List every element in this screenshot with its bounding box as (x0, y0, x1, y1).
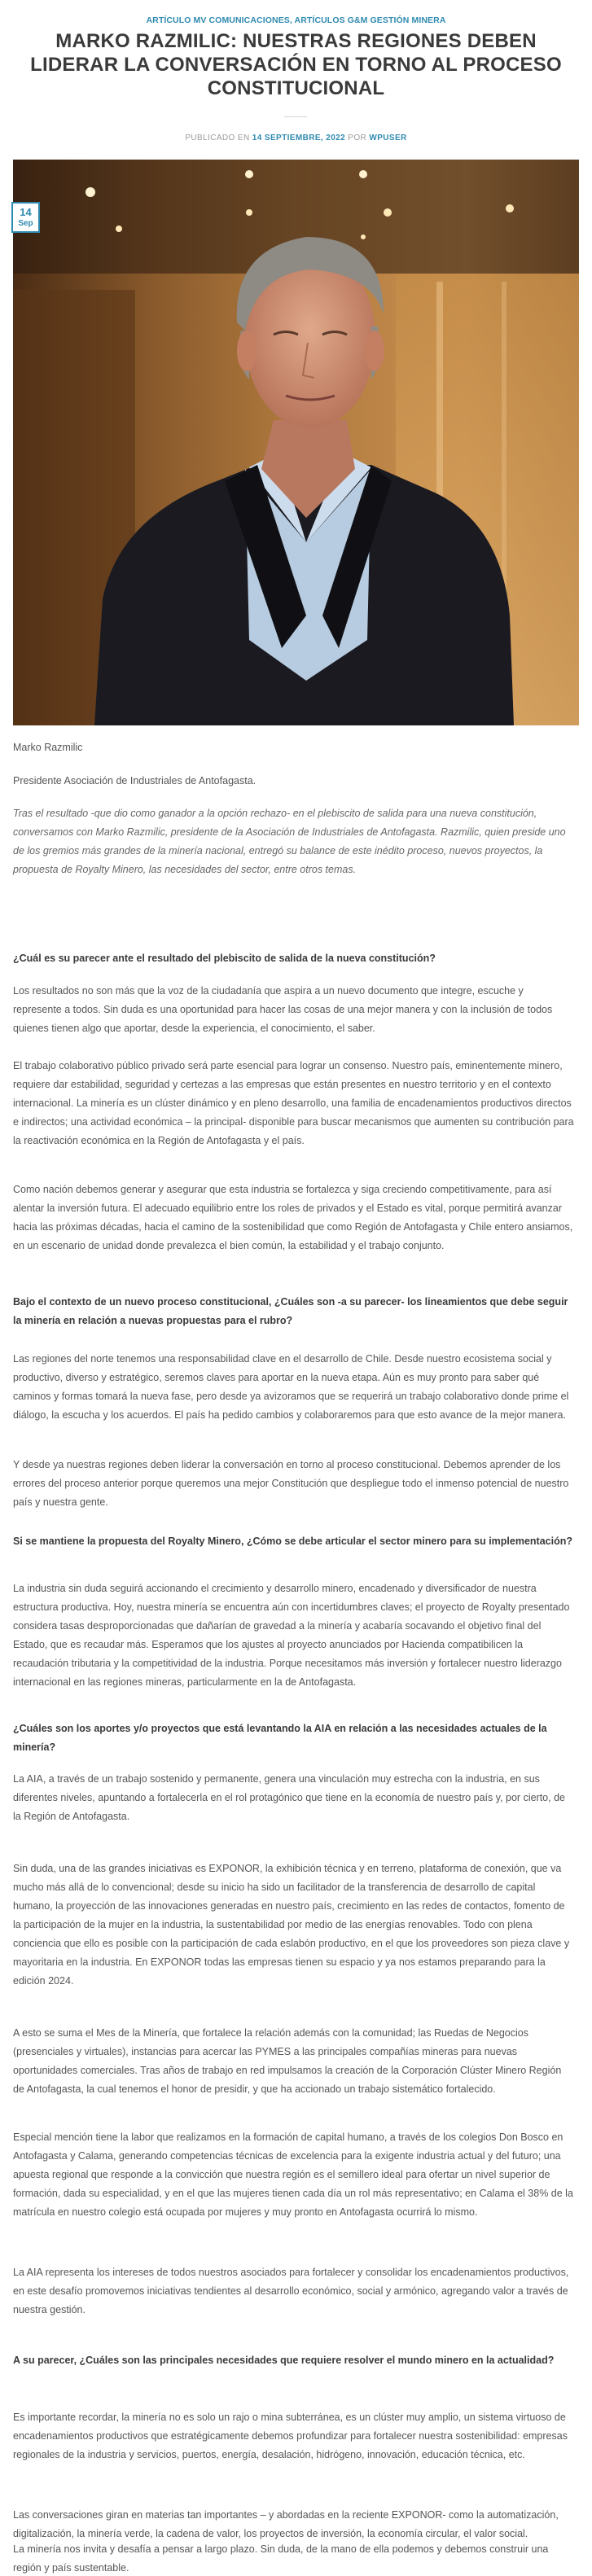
question-4: ¿Cuáles son los aportes y/o proyectos que está levantando la AIA en relación a las necesidades actuales de la minería? (13, 1723, 547, 1753)
answer-paragraph: Los resultados no son más que la voz de la ciudadanía que aspira a un nuevo documento que integre, escuche y represente a todos. Sin duda es una oportunidad para hacer las cosas de una mejor manera y con la inclusión de todos quienes tienen algo que aportar, desde la experiencia, el conocimiento, el saber. (13, 985, 553, 1034)
meta-by: POR (348, 134, 367, 142)
answer-paragraph: Las conversaciones giran en materias tan importantes – y abordadas en la reciente EXPONOR- como la automatización, digitalización, la minería verde, la cadena de valor, los proyectos de inversión, la economía circular, el valor social. (13, 2509, 559, 2539)
answer-paragraph: El trabajo colaborativo público privado será parte esencial para lograr un consenso. Nuestro país, eminentemente minero, requiere dar estabilidad, seguridad y certezas a las empresas que están presentes en nuestro territorio y en el contexto internacional. La minería es un clúster dinámico y en pleno desarrollo, una familia de encadenamientos productivos directos e indirectos; una actividad económica – la principal- disponible para buscar mecanismos que aumenten su contribución para la reactivación económica en la Región de Antofagasta y el país. (13, 1060, 574, 1146)
intro-paragraph: Tras el resultado -que dio como ganador a la opción rechazo- en el plebiscito de salida para una nueva constitución, conversamos con Marko Razmilic, presidente de la Asociación de Industriales de Antofagasta. Razmilic, quien preside uno de los gremios más grandes de la minería nacional, entregó su balance de este inédito proceso, nuevos proyectos, la propuesta de Royalty Minero, las necesidades del sector, entre otros temas. (13, 808, 566, 875)
question-5: A su parecer, ¿Cuáles son las principales necesidades que requiere resolver el mundo minero en la actualidad? (13, 2355, 555, 2366)
interviewee-name: Marko Razmilic (13, 742, 83, 753)
answer-paragraph: A esto se suma el Mes de la Minería, que fortalece la relación además con la comunidad; las Ruedas de Negocios (presenciales y virtuales), instancias para acercar las PYMES a las principales compañías mineras para nuevas oportunidades comerciales. Tras años de trabajo en red impulsamos la creación de la Corporación Clúster Minero Región de Antofagasta, la cual tenemos el honor de presidir, y que ha accionado un trabajo sistemático fortalecido. (13, 2027, 562, 2095)
badge-day: 14 (20, 206, 32, 218)
post-author-link[interactable]: WPUSER (369, 134, 407, 142)
badge-month: Sep (18, 219, 33, 228)
post-meta (0, 134, 592, 142)
answer-paragraph: La AIA representa los intereses de todos nuestros asociados para fortalecer y consolidar los encadenamientos productivos, en este desafío promovemos iniciativas tendientes al desarrollo económico, social y armónico, agregando valor a través de nuestra gestión. (13, 2267, 569, 2315)
title-divider (284, 116, 307, 117)
question-1: ¿Cuál es su parecer ante el resultado del plebiscito de salida de la nueva constitución? (13, 953, 436, 964)
answer-paragraph: Es importante recordar, la minería no es solo un rajo o mina subterránea, es un clúster muy amplio, un sistema virtuoso de encadenamientos productivos que estratégicamente debemos profundizar para fortalecer nuestra sostenibilidad: empresas regionales de la industria y servicios, puertos, energía, desalación, hidrógeno, innovación, educación técnica, etc. (13, 2412, 568, 2460)
question-3: Si se mantiene la propuesta del Royalty Minero, ¿Cómo se debe articular el sector minero para su implementación? (13, 1536, 572, 1547)
answer-paragraph: La minería nos invita y desafía a pensar a largo plazo. Sin duda, de la mano de ella podemos y debemos construir una región y país sustentable. (13, 2543, 549, 2574)
date-badge (11, 202, 40, 233)
post-date-link[interactable]: 14 SEPTIEMBRE, 2022 (252, 134, 346, 142)
interviewee-role: Presidente Asociación de Industriales de Antofagasta. (13, 775, 257, 786)
answer-paragraph: Como nación debemos generar y asegurar que esta industria se fortalezca y siga creciendo competitivamente, para así alentar la inversión futura. El adecuado equilibrio entre los roles de privados y el Estado es vital, porque permitirá avanzar hacia las próximas décadas, hacia el camino de la sostenibilidad que como Región de Antofagasta y Chile entero ansiamos, en un escenario de unidad donde prevalezca el bien común, la estabilidad y el trabajo conjunto. (13, 1184, 573, 1251)
post-title: MARKO RAZMILIC: NUESTRAS REGIONES DEBEN LIDERAR LA CONVERSACIÓN EN TORNO AL PROCESO CONSTITUCIONAL (30, 30, 562, 99)
portrait-photo (13, 160, 579, 725)
featured-image (13, 160, 579, 725)
post-categories[interactable]: ARTÍCULO MV COMUNICACIONES, ARTÍCULOS G&M GESTIÓN MINERA (146, 15, 446, 25)
answer-paragraph: Y desde ya nuestras regiones deben liderar la conversación en torno al proceso constitucional. Debemos aprender de los errores del proceso anterior porque queremos una mejor Constitución que despliegue todo el inmenso potencial de nuestro país y nuestra gente. (13, 1459, 569, 1508)
answer-paragraph: Las regiones del norte tenemos una responsabilidad clave en el desarrollo de Chile. Desde nuestro ecosistema social y productivo, diverso y estratégico, seremos claves para aportar en la nueva etapa. Aún es muy pronto para saber qué caminos y formas tomará la nueva fase, pero desde ya avizoramos que se requerirá un trabajo colaborativo donde prime el diálogo, la escucha y los acuerdos. El país ha pedido cambios y colaboraremos para que esto avance de la mejor manera. (13, 1353, 569, 1421)
answer-paragraph: Especial mención tiene la labor que realizamos en la formación de capital humano, a través de los colegios Don Bosco en Antofagasta y Calama, generando competencias técnicas de excelencia para la exigente industria actual y del futuro; una apuesta regional que responde a la convicción que nuestra región es el semillero ideal para ofertar un nivel superior de formación, dada su especialidad, y en el que las mujeres tienen cada día un rol más representativo; en Calama el 38% de la matrícula en nuestro colegio está ocupada por mujeres y muy pronto en Antofagasta ocurrirá lo mismo. (13, 2131, 573, 2218)
question-2: Bajo el contexto de un nuevo proceso constitucional, ¿Cuáles son -a su parecer- los lineamientos que debe seguir la minería en relación a nuevas propuestas para el rubro? (13, 1296, 568, 1326)
answer-paragraph: La AIA, a través de un trabajo sostenido y permanente, genera una vinculación muy estrecha con la industria, en sus diferentes niveles, apuntando a fortalecerla en el rol protagónico que tiene en la economía de nuestro país y, por cierto, de la Región de Antofagasta. (13, 1773, 565, 1822)
answer-paragraph: La industria sin duda seguirá accionando el crecimiento y desarrollo minero, encadenado y diversificador de nuestra estructura productiva. Hoy, nuestra minería se encuentra aún con incertidumbres claves; el proyecto de Royalty presentado considera tasas desproporcionadas que dañarían de gravedad a la minería y acabaría socavando el objetivo final del Estado, que es recaudar más. Esperamos que los ajustes al proyecto anunciados por Hacienda compatibilicen la recaudación tributaria y la competitividad de la industria. Porque necesitamos más inversión y fortalecer nuestro liderazgo internacional en las regiones mineras, particularmente en la de Antofagasta. (13, 1583, 570, 1688)
answer-paragraph: Sin duda, una de las grandes iniciativas es EXPONOR, la exhibición técnica y en terreno, plataforma de conexión, que va mucho más allá de lo convencional; desde su inicio ha sido un facilitador de la transferencia de desarrollo de capital humano, la proyección de las innovaciones generadas en nuestro país, crecimiento en las redes de contactos, fomento de la participación de la mujer en la industria, la sustentabilidad por medio de las energías renovables. Todo con plena conciencia que ello es posible con la participación de cada eslabón productivo, en el que los proveedores son pieza clave y mayoritaria en la industria. En EXPONOR todas las empresas tienen su espacio y ya nos estamos preparando para la edición 2024. (13, 1863, 570, 1987)
meta-prefix: PUBLICADO EN (185, 134, 250, 142)
